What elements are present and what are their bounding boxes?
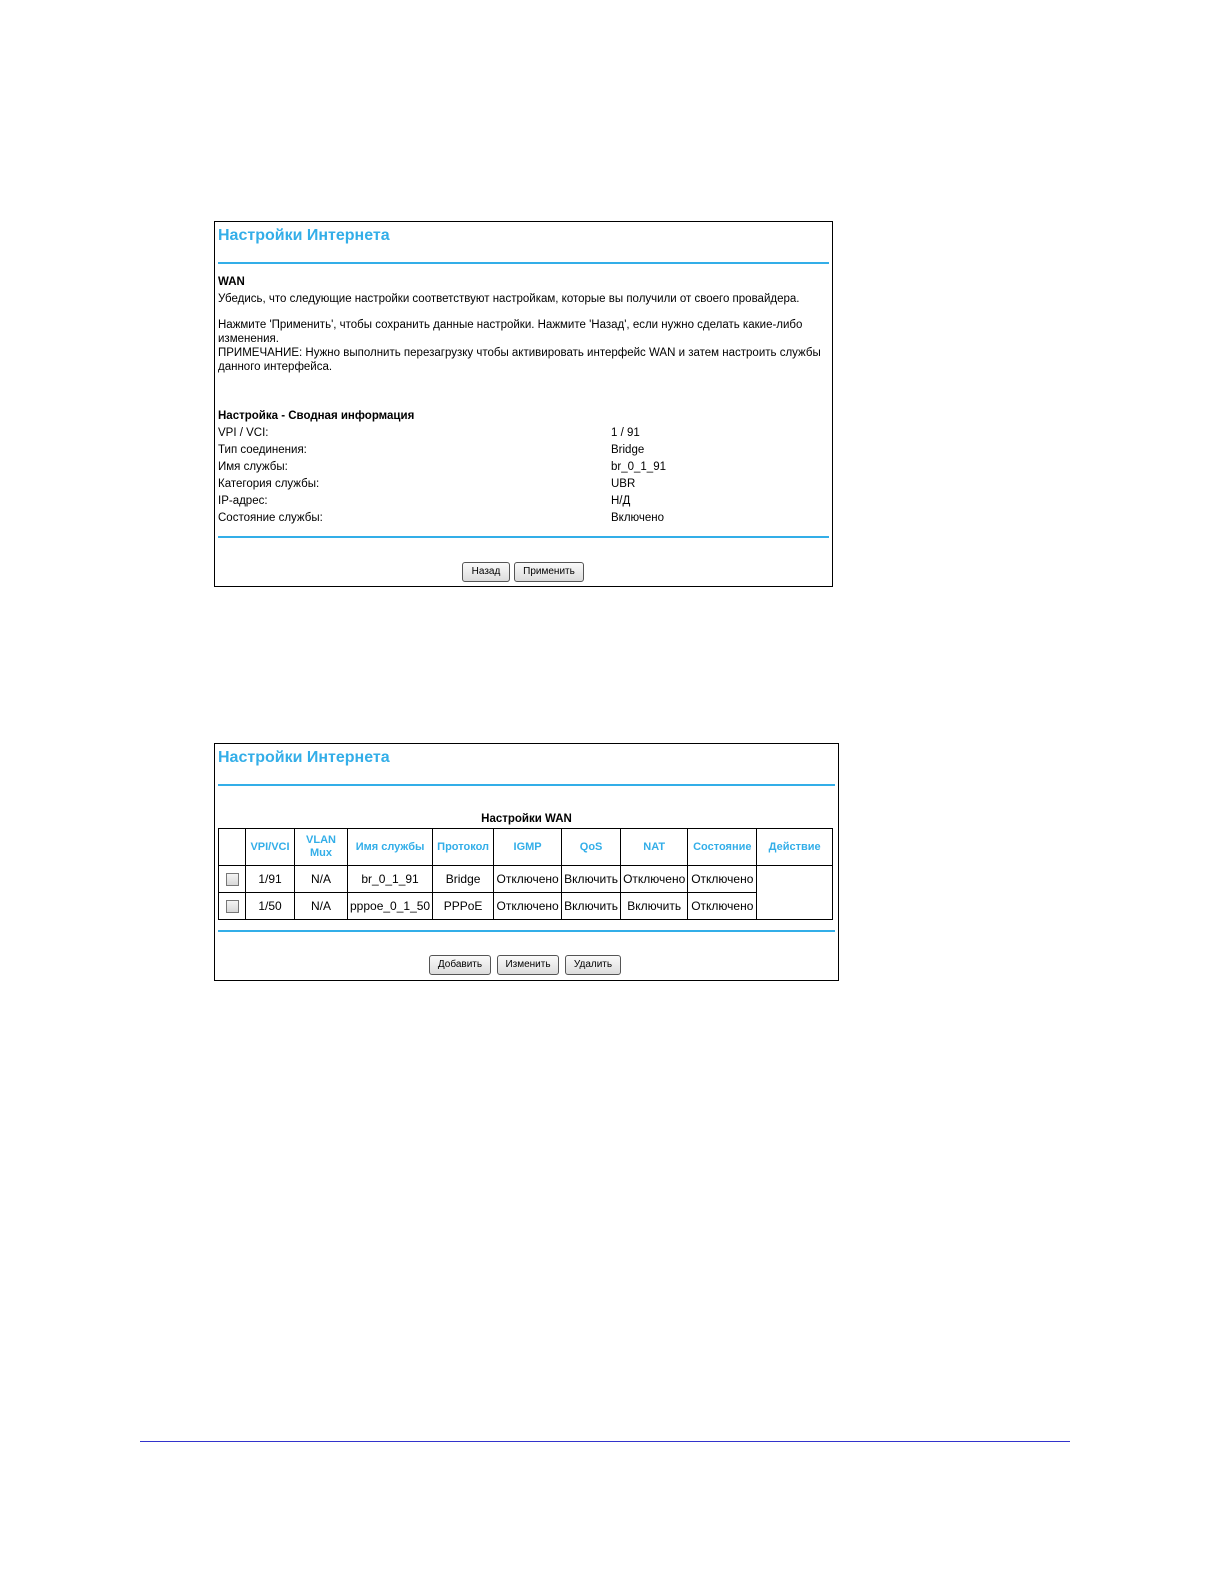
title-divider <box>218 262 829 264</box>
row-checkbox[interactable] <box>226 873 239 886</box>
row-select-cell <box>219 893 246 920</box>
summary-value: br_0_1_91 <box>611 461 666 473</box>
cell-nat: Отключено <box>621 866 688 893</box>
select-column-header <box>219 829 246 866</box>
wan-summary-panel <box>214 221 833 587</box>
footer-divider <box>218 536 829 538</box>
column-vlan-mux: VLAN Mux <box>295 829 348 866</box>
row-checkbox[interactable] <box>226 900 239 913</box>
column-state: Состояние <box>688 829 757 866</box>
panel-title: Настройки Интернета <box>218 749 390 766</box>
cell-vlan-mux: N/A <box>295 893 348 920</box>
title-divider <box>218 784 835 786</box>
apply-button[interactable]: Применить <box>514 562 584 582</box>
cell-state: Отключено <box>688 866 757 893</box>
cell-service-name: pppoe_0_1_50 <box>348 893 433 920</box>
summary-label: IP-адрес: <box>218 495 268 507</box>
edit-button[interactable]: Изменить <box>497 955 559 975</box>
cell-protocol: PPPoE <box>433 893 494 920</box>
cell-service-name: br_0_1_91 <box>348 866 433 893</box>
column-protocol: Протокол <box>433 829 494 866</box>
wan-services-panel <box>214 743 839 981</box>
cell-vlan-mux: N/A <box>295 866 348 893</box>
apply-instruction-cont: изменения. <box>218 333 279 345</box>
summary-label: Имя службы: <box>218 461 288 473</box>
intro-text: Убедись, что следующие настройки соответствуют настройкам, которые вы получили от своего провайдера. <box>218 293 800 305</box>
column-vpi-vci: VPI/VCI <box>246 829 295 866</box>
table-row <box>219 893 833 920</box>
cell-nat: Включить <box>621 893 688 920</box>
summary-label: Категория службы: <box>218 478 320 490</box>
column-nat: NAT <box>621 829 688 866</box>
wan-services-table <box>218 828 833 920</box>
summary-value: 1 / 91 <box>611 427 640 439</box>
panel-title: Настройки Интернета <box>218 227 390 244</box>
column-service-name: Имя службы <box>348 829 433 866</box>
summary-value: Bridge <box>611 444 645 456</box>
table-title: Настройки WAN <box>481 813 572 825</box>
summary-heading: Настройка - Сводная информация <box>218 410 415 422</box>
cell-vpi-vci: 1/91 <box>246 866 295 893</box>
delete-button[interactable]: Удалить <box>565 955 621 975</box>
cell-action <box>757 866 833 920</box>
cell-igmp: Отключено <box>494 866 562 893</box>
column-qos: QoS <box>562 829 621 866</box>
footer-divider <box>218 930 835 932</box>
cell-qos: Включить <box>562 893 621 920</box>
note-text: ПРИМЕЧАНИЕ: Нужно выполнить перезагрузку чтобы активировать интерфейс WAN и затем настроить службы <box>218 347 821 359</box>
summary-label: Тип соединения: <box>218 444 307 456</box>
section-heading: WAN <box>218 276 245 288</box>
summary-value: Н/Д <box>611 495 631 507</box>
note-text-cont: данного интерфейса. <box>218 361 333 373</box>
summary-label: Состояние службы: <box>218 512 323 524</box>
summary-value: Включено <box>611 512 665 524</box>
apply-instruction: Нажмите 'Применить', чтобы сохранить данные настройки. Нажмите 'Назад', если нужно сделать какие-либо <box>218 319 803 331</box>
cell-protocol: Bridge <box>433 866 494 893</box>
row-select-cell <box>219 866 246 893</box>
table-row <box>219 866 833 893</box>
page-footer-rule <box>140 1441 1070 1442</box>
column-action: Действие <box>757 829 833 866</box>
summary-value: UBR <box>611 478 636 490</box>
summary-label: VPI / VCI: <box>218 427 269 439</box>
table-header-row <box>219 829 833 866</box>
cell-qos: Включить <box>562 866 621 893</box>
cell-igmp: Отключено <box>494 893 562 920</box>
add-button[interactable]: Добавить <box>429 955 491 975</box>
cell-vpi-vci: 1/50 <box>246 893 295 920</box>
cell-state: Отключено <box>688 893 757 920</box>
back-button[interactable]: Назад <box>462 562 510 582</box>
column-igmp: IGMP <box>494 829 562 866</box>
